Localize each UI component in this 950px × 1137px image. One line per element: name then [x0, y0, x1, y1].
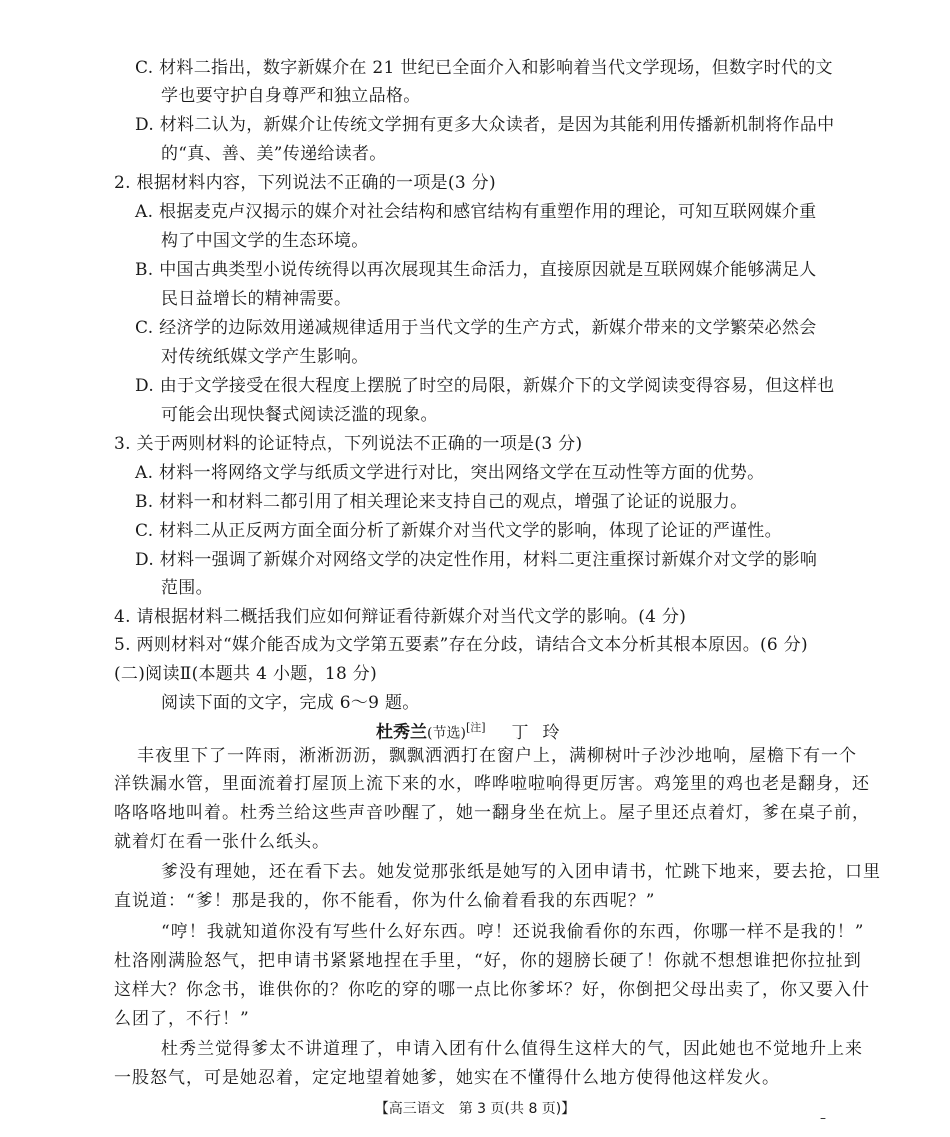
- q2-option-b-line2: 民日益增长的精神需要。: [161, 289, 352, 309]
- q3-option-b: B. 材料一和材料二都引用了相关理论来支持自己的观点，增强了论证的说服力。: [135, 492, 748, 512]
- q1-option-d-line1: D. 材料二认为，新媒介让传统文学拥有更多大众读者，是因为其能利用传播新机制将作品中: [135, 115, 835, 135]
- passage-p3-line2: 杜洛刚满脸怒气，把申请书紧紧地捏在手里，“好，你的翅膀长硬了！你就不想想谁把你拉扯到: [114, 951, 862, 971]
- q2-option-a-line1: A. 根据麦克卢汉揭示的媒介对社会结构和感官结构有重塑作用的理论，可知互联网媒介重: [135, 202, 817, 222]
- q2-option-d-line1: D. 由于文学接受在很大程度上摆脱了时空的局限，新媒介下的文学阅读变得容易，但这样也: [135, 376, 835, 396]
- page-footer: 【高三语文 第 3 页(共 8 页)】: [374, 1101, 576, 1117]
- section2-heading: (二)阅读Ⅱ(本题共 4 小题，18 分): [114, 664, 378, 684]
- q2-stem: 2. 根据材料内容，下列说法不正确的一项是(3 分): [114, 173, 496, 193]
- passage-p1-line2: 洋铁漏水管，里面流着打屋顶上流下来的水，哗哗啦啦响得更厉害。鸡笼里的鸡也老是翻身，还: [114, 774, 870, 794]
- q2-option-c-line1: C. 经济学的边际效用递减规律适用于当代文学的生产方式，新媒介带来的文学繁荣必然会: [135, 318, 817, 338]
- passage-p2-line2: 直说道：“爹！那是我的，你不能看，你为什么偷着看我的东西呢？”: [114, 891, 656, 911]
- passage-p1-line4: 就着灯在看一张什么纸头。: [114, 832, 330, 852]
- q1-option-c-line2: 学也要守护自身尊严和独立品格。: [161, 86, 421, 106]
- q3-stem: 3. 关于两则材料的论证特点，下列说法不正确的一项是(3 分): [114, 434, 583, 454]
- corner-mark: –: [820, 1111, 826, 1125]
- passage-p4-line1: 杜秀兰觉得爹太不讲道理了，申请入团有什么值得生这样大的气，因此她也不觉地升上来: [161, 1039, 863, 1059]
- passage-p3-line4: 么团了，不行！”: [114, 1009, 250, 1029]
- q2-option-c-line2: 对传统纸媒文学产生影响。: [161, 347, 369, 367]
- passage-title-text: 杜秀兰: [376, 722, 427, 743]
- q3-option-a: A. 材料一将网络文学与纸质文学进行对比，突出网络文学在互动性等方面的优势。: [135, 463, 765, 483]
- passage-p3-line1: “哼！我就知道你没有写些什么好东西。哼！还说我偷看你的东西，你哪一样不是我的！”: [161, 922, 865, 942]
- q4-stem: 4. 请根据材料二概括我们应如何辩证看待新媒介对当代文学的影响。(4 分): [114, 607, 687, 627]
- q2-option-a-line2: 构了中国文学的生态环境。: [161, 231, 369, 251]
- q1-option-d-line2: 的“真、善、美”传递给读者。: [161, 144, 387, 164]
- q3-option-d-line1: D. 材料一强调了新媒介对网络文学的决定性作用，材料二更注重探讨新媒介对文学的影响: [135, 550, 818, 570]
- passage-p3-line3: 这样大？你念书，谁供你的？你吃的穿的哪一点比你爹坏？好，你倒把父母出卖了，你又要入什: [114, 980, 870, 1000]
- passage-title-footnote-mark: [注]: [465, 721, 486, 734]
- section2-instruction: 阅读下面的文字，完成 6～9 题。: [161, 693, 420, 713]
- q2-option-d-line2: 可能会出现快餐式阅读泛滥的现象。: [161, 405, 438, 425]
- passage-p2-line1: 爹没有理她，还在看下去。她发觉那张纸是她写的入团申请书，忙跳下地来，要去抢，口里: [161, 862, 881, 882]
- passage-p1-line1: 丰夜里下了一阵雨，淅淅沥沥，飘飘洒洒打在窗户上，满柳树叶子沙沙地响，屋檐下有一个: [137, 746, 857, 766]
- passage-p1-line3: 咯咯咯地叫着。杜秀兰给这些声音吵醒了，她一翻身坐在炕上。屋子里还点着灯，爹在桌子前，: [114, 803, 870, 823]
- q5-stem: 5. 两则材料对“媒介能否成为文学第五要素”存在分歧，请结合文本分析其根本原因。(6 分): [114, 635, 808, 655]
- passage-author: 丁玲: [511, 722, 574, 743]
- q3-option-c: C. 材料二从正反两方面全面分析了新媒介对当代文学的影响，体现了论证的严谨性。: [135, 521, 782, 541]
- passage-title-note: (节选): [427, 725, 466, 742]
- q1-option-c-line1: C. 材料二指出，数字新媒介在 21 世纪已全面介入和影响着当代文学现场，但数字时代的文: [135, 58, 833, 78]
- q2-option-b-line1: B. 中国古典类型小说传统得以再次展现其生命活力，直接原因就是互联网媒介能够满足人: [135, 260, 817, 280]
- passage-p4-line2: 一股怒气，可是她忍着，定定地望着她爹，她实在不懂得什么地方使得他这样发火。: [114, 1068, 780, 1088]
- passage-title: [376, 718, 574, 744]
- q3-option-d-line2: 范围。: [161, 578, 213, 598]
